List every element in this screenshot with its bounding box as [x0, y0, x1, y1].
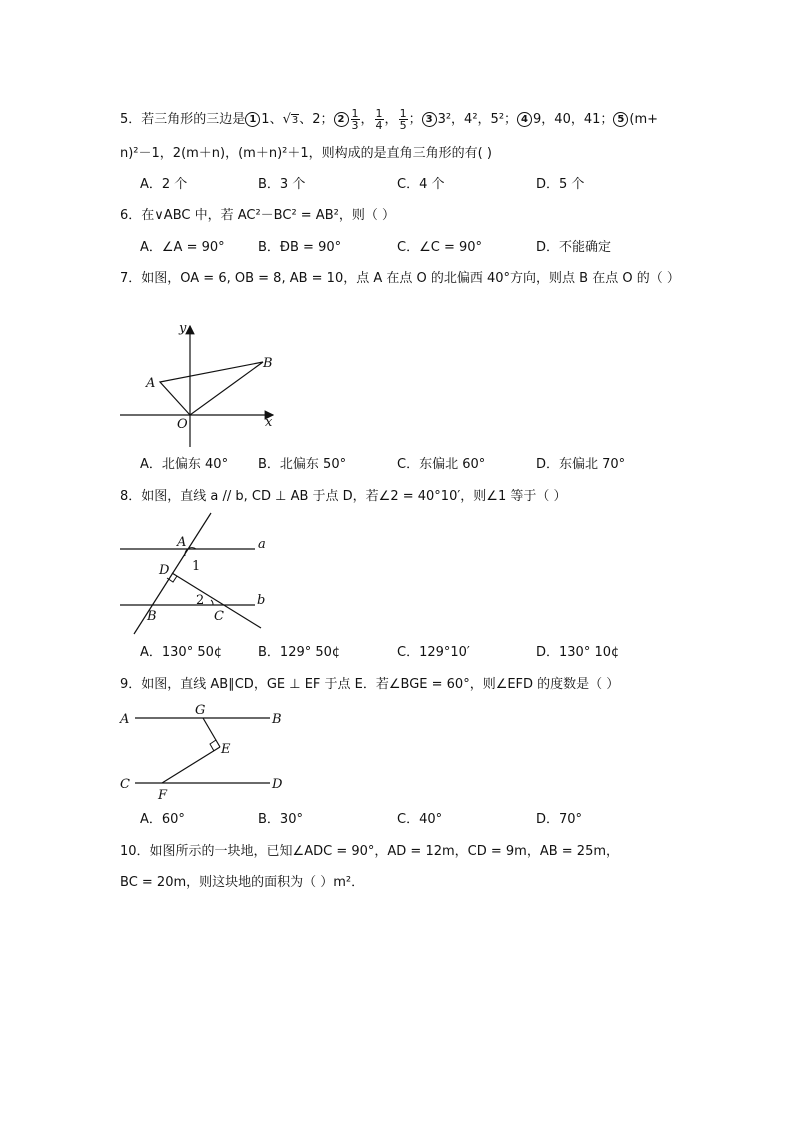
q10-number: 10．: [120, 844, 150, 859]
q5-circle-1: 1: [245, 112, 260, 127]
q8-label-1: 1: [192, 559, 201, 574]
q9-option-b[interactable]: B．30°: [258, 812, 303, 827]
q5-sqrt-value: 3: [291, 115, 299, 126]
q8-angle2-arc: [211, 600, 213, 605]
q9-label-f: F: [158, 788, 168, 803]
q8-number: 8．: [120, 489, 142, 504]
q5-option-a[interactable]: A．2 个: [140, 177, 188, 192]
frac-den: 3: [351, 119, 359, 132]
q9-label-e: E: [221, 742, 231, 757]
q5-set1-a: 1、: [261, 112, 283, 127]
q6-number: 6．: [120, 208, 142, 223]
q5-sep: ，: [384, 112, 398, 127]
q10-line1: [120, 843, 619, 861]
q8-label-b-line: b: [257, 593, 266, 608]
frac-num: 1: [351, 107, 359, 120]
q9-segment-ef: [162, 747, 220, 783]
q5-option-b[interactable]: B．3 个: [258, 177, 306, 192]
q7-option-c[interactable]: C．东偏北 60°: [397, 457, 486, 472]
q5-line2: n)²－1，2(m＋n)，(m＋n)²＋1，则构成的是直角三角形的有( ): [120, 146, 492, 161]
q8-label-c: C: [214, 609, 224, 624]
q7-option-b[interactable]: B．北偏东 50°: [258, 457, 347, 472]
q9-line: [120, 676, 619, 694]
q8-option-c[interactable]: C．129°10′: [397, 645, 470, 660]
q9-label-d: D: [272, 777, 283, 792]
q9-label-b: B: [272, 712, 282, 727]
q8-stem: 如图，直线 a // b, CD ⊥ AB 于点 D，若∠2 = 40°10′，则∠1 等于（ ）: [141, 489, 567, 504]
q6-option-d[interactable]: D．不能确定: [536, 240, 612, 255]
q7-line: [120, 270, 680, 288]
q5-circle-2: 2: [334, 112, 349, 127]
q7-label-x: x: [265, 415, 273, 430]
q7-label-y: y: [179, 321, 187, 336]
q5-end2: ；: [408, 112, 422, 127]
q8-option-a[interactable]: A．130° 50¢: [140, 645, 223, 660]
q9-number: 9．: [120, 677, 142, 692]
q8-option-d[interactable]: D．130° 10¢: [536, 645, 620, 660]
q7-stem: 如图，OA = 6, OB = 8, AB = 10，点 A 在点 O 的北偏西 40°方向，则点 B 在点 O 的（ ）: [141, 271, 680, 286]
q5-circle-5: 5: [613, 112, 628, 127]
q8-label-a-line: a: [258, 537, 266, 552]
q5-frac-2: [375, 108, 384, 131]
q9-option-c[interactable]: C．40°: [397, 812, 443, 827]
q9-label-g: G: [195, 703, 206, 718]
q5-option-d[interactable]: D．5 个: [536, 177, 585, 192]
q5-number: 5．: [120, 112, 142, 127]
q5-set4: 9，40，41；: [533, 112, 614, 127]
q7-label-o: O: [177, 417, 188, 432]
q6-option-c[interactable]: C．∠C = 90°: [397, 240, 483, 255]
q7-label-a: A: [146, 376, 156, 391]
q7-option-d[interactable]: D．东偏北 70°: [536, 457, 626, 472]
q8-label-2: 2: [196, 593, 205, 608]
frac-num: 1: [375, 107, 383, 120]
frac-den: 4: [375, 119, 383, 132]
q5-frac-3: [399, 108, 408, 131]
q5-stem-intro: 若三角形的三边是: [141, 112, 246, 127]
q5-set5a: (m+: [629, 112, 659, 127]
q7-option-a[interactable]: A．北偏东 40°: [140, 457, 229, 472]
q5-circle-4: 4: [517, 112, 532, 127]
q7-triangle: [160, 362, 263, 415]
q8-label-b-point: B: [147, 609, 157, 624]
q9-option-a[interactable]: A．60°: [140, 812, 185, 827]
q7-label-b: B: [263, 356, 273, 371]
q5-option-c[interactable]: C．4 个: [397, 177, 445, 192]
q8-figure: [115, 510, 275, 640]
q9-label-a: A: [120, 712, 130, 727]
q5-frac-1: [351, 108, 360, 131]
q10-stem-line1: 如图所示的一块地，已知∠ADC = 90°，AD = 12m，CD = 9m，AB = 25m，: [149, 844, 620, 859]
q7-number: 7．: [120, 271, 142, 286]
q8-label-a-point: A: [177, 535, 187, 550]
q5-circle-3: 3: [422, 112, 437, 127]
q5-set3: 3²，4²，5²；: [437, 112, 518, 127]
q9-label-c: C: [120, 777, 130, 792]
q5-sep: ，: [360, 112, 374, 127]
q9-stem: 如图，直线 AB∥CD，GE ⊥ EF 于点 E．若∠BGE = 60°，则∠EFD 的度数是（ ）: [141, 677, 620, 692]
q8-line: [120, 488, 567, 506]
q8-label-d: D: [159, 563, 170, 578]
q5-set1-c: 、2；: [299, 112, 334, 127]
frac-den: 5: [399, 119, 407, 132]
q6-stem: 在∨ABC 中，若 AC²－BC² = AB²，则（ ）: [141, 208, 395, 223]
q6-option-a[interactable]: A．∠A = 90°: [140, 240, 225, 255]
q6-line: [120, 207, 395, 225]
q9-figure: [115, 700, 295, 805]
q10-line2: BC = 20m，则这块地的面积为（ ）m²．: [120, 875, 365, 890]
q9-option-d[interactable]: D．70°: [536, 812, 583, 827]
q7-figure: [115, 320, 285, 435]
q5-sqrt: √3: [282, 112, 299, 127]
q8-option-b[interactable]: B．129° 50¢: [258, 645, 341, 660]
q6-option-b[interactable]: B．ÐB = 90°: [258, 240, 342, 255]
frac-num: 1: [399, 107, 407, 120]
q5-line1: [120, 108, 658, 131]
